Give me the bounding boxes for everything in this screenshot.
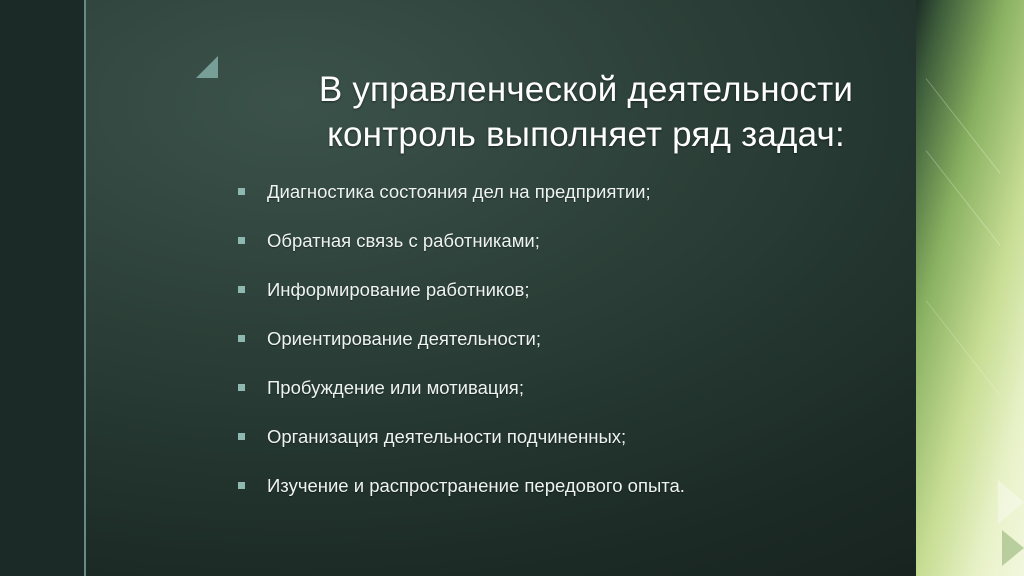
list-item-label: Ориентирование деятельности; [267, 328, 541, 350]
list-item [238, 229, 938, 253]
square-bullet-icon [238, 188, 245, 195]
bullet-list [238, 180, 938, 523]
list-item [238, 327, 938, 351]
left-band [0, 0, 84, 576]
list-item [238, 278, 938, 302]
left-vertical-rule [84, 0, 86, 576]
list-item-label: Обратная связь с работниками; [267, 230, 540, 252]
list-item-label: Изучение и распространение передового опыта. [267, 475, 685, 497]
corner-flag-icon [196, 56, 218, 78]
list-item [238, 180, 938, 204]
square-bullet-icon [238, 237, 245, 244]
square-bullet-icon [238, 433, 245, 440]
diagonal-line [926, 78, 1001, 173]
list-item-label: Пробуждение или мотивация; [267, 377, 524, 399]
square-bullet-icon [238, 335, 245, 342]
list-item-label: Организация деятельности подчиненных; [267, 426, 627, 448]
list-item-label: Диагностика состояния дел на предприятии; [267, 181, 651, 202]
list-item-label: Информирование работников; [267, 279, 530, 301]
slide-title-line-2: контроль выполняет ряд задач: [327, 114, 845, 154]
list-item [238, 425, 938, 449]
square-bullet-icon [238, 286, 245, 293]
chevron-right-icon [1002, 530, 1024, 566]
slide-title [236, 68, 936, 158]
chevron-right-icon [998, 480, 1024, 524]
list-item [238, 474, 938, 498]
slide-title-line-1: В управленческой деятельности [318, 70, 854, 109]
square-bullet-icon [238, 384, 245, 391]
list-item [238, 376, 938, 400]
square-bullet-icon [238, 482, 245, 489]
